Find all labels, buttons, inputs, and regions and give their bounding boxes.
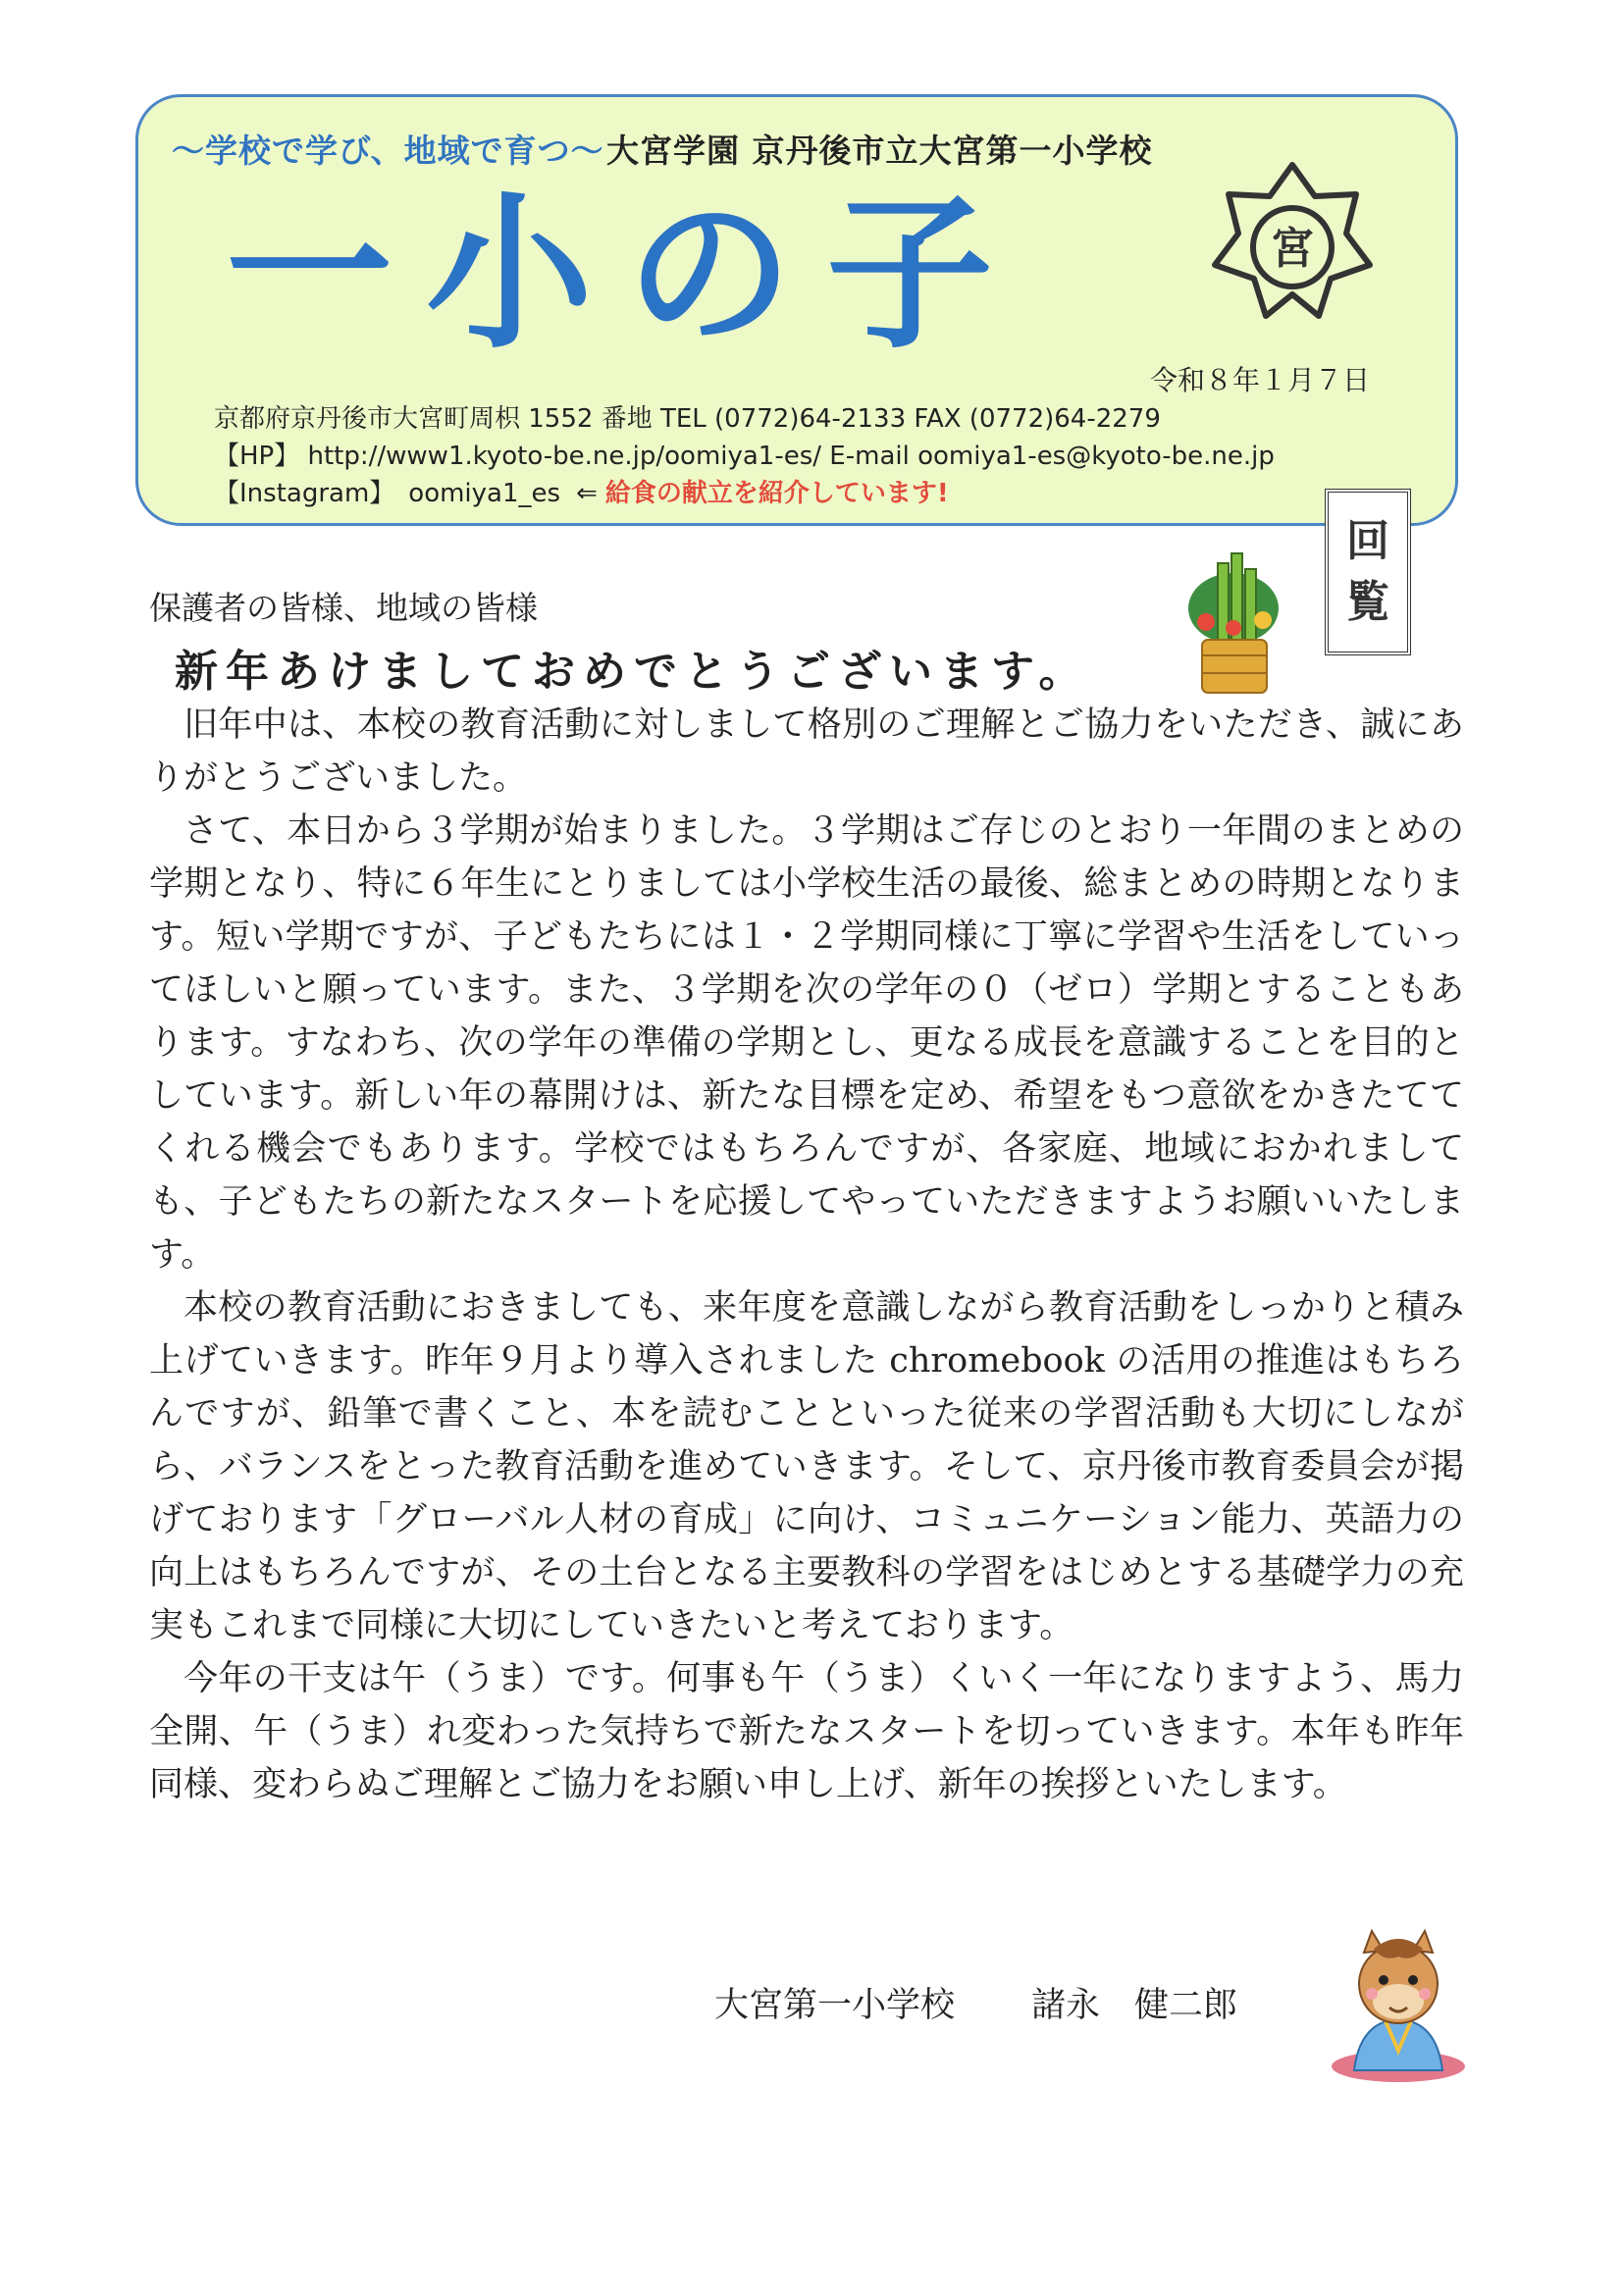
slogan: ～学校で学び、地域で育つ～ [172,131,604,170]
horse-mascot-icon [1325,1923,1472,2085]
signature-school: 大宮第一小学校 [714,1986,956,2025]
signature [714,1978,1237,2027]
issue-date: 令和８年１月７日 [1150,364,1371,396]
greeting-recipients: 保護者の皆様、地域の皆様 [149,589,538,627]
kadomatsu-icon [1182,549,1285,697]
new-year-heading: 新年あけましておめでとうございます。 [175,647,1090,697]
school-address: 京都府京丹後市大宮町周枳 1552 番地 TEL (0772)64-2133 FAX (0772)64-2279 [214,404,1161,434]
left-arrow-icon: ⇐ [576,479,598,508]
kairan-char-1: 回 [1346,516,1389,567]
paragraph: 今年の干支は午（うま）です。何事も午（うま）くいく一年になりますよう、馬力全開、午（うま）れ変わった気持ちで新たなスタートを切っていきます。本年も昨年同様、変わらぬご理解とご協力をお願い申し上げ、新年の挨拶といたします。 [149,1659,1464,1804]
paragraph: さて、本日から３学期が始まりました。３学期はご存じのとおり一年間のまとめの学期となり、特に６年生にとりましては小学校生活の最後、総まとめの時期となります。短い学期ですが、子どもたちには１・２学期同様に丁寧に学習や生活をしていってほしいと願っています。また、３学期を次の学年の０（ゼロ）学期とすることもあります。すなわち、次の学年の準備の学期とし、更なる成長を意識することを目的としています。新しい年の幕開けは、新たな目標を定め、希望をもつ意欲をかきたててくれる機会でもあります。学校ではもちろんですが、各家庭、地域におかれましても、子どもたちの新たなスタートを応援してやっていただきますようお願いいたします。 [149,811,1464,1275]
school-name: 大宮学園 京丹後市立大宮第一小学校 [606,131,1153,170]
instagram-label: 【Instagram】 [214,479,395,508]
school-emblem-icon [1209,157,1376,324]
instagram-note: 給食の献立を紹介しています! [604,479,949,508]
homepage-email-line: 【HP】 http://www1.kyoto-be.ne.jp/oomiya1-es/ E-mail oomiya1-es@kyoto-be.ne.jp [214,442,1275,471]
principal-name: 諸永 健二郎 [1031,1986,1238,2025]
newsletter-title: 一小の子 [226,178,1027,372]
instagram-handle: oomiya1_es [408,479,561,508]
paragraph: 本校の教育活動におきましても、来年度を意識しながら教育活動をしっかりと積み上げていきます。昨年９月より導入されました chromebook の活用の推進はもちろんですが、鉛筆で書くこと、本を読むことといった従来の学習活動も大切にしながら、バランスをとった教育活動を進めていきます。そして、京丹後市教育委員会が掲げております「グローバル人材の育成」に向け、コミュニケーション能力、英語力の向上はもちろんですが、その土台となる主要教科の学習をはじめとする基礎学力の充実もこれまで同様に大切にしていきたいと考えております。 [149,1288,1464,1645]
circulation-stamp [1325,489,1411,655]
letter-body [149,699,1464,1811]
instagram-line [214,473,949,509]
kairan-char-2: 覧 [1346,577,1389,627]
paragraph: 旧年中は、本校の教育活動に対しまして格別のご理解とご協力をいただき、誠にありがとうございました。 [149,705,1464,798]
emblem-char: 宮 [1271,224,1314,274]
